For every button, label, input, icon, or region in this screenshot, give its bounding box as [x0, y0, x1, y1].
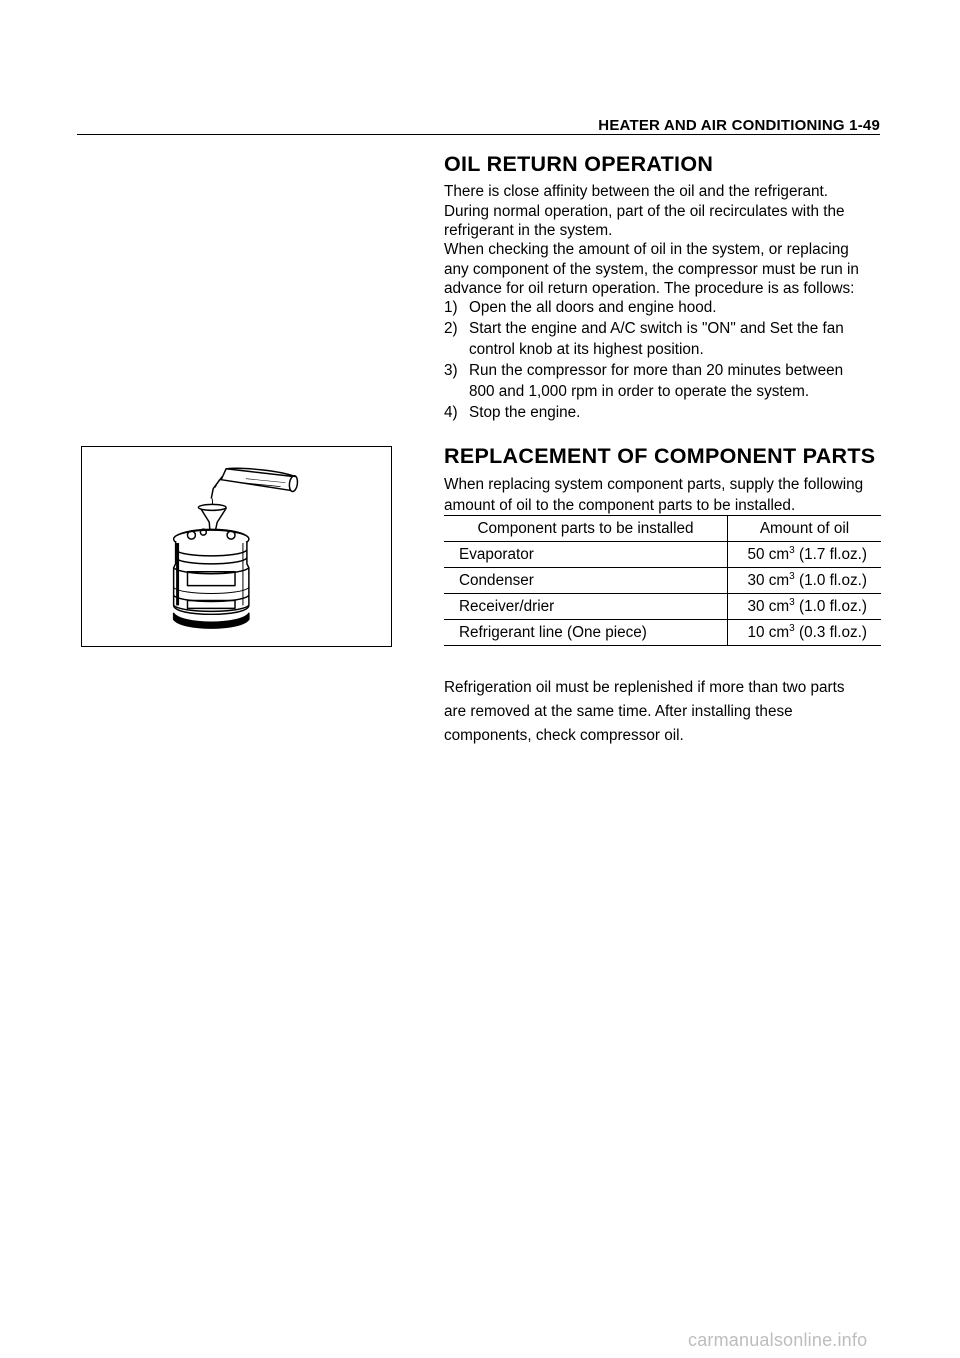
step-text — [469, 297, 717, 318]
step-line: Stop the engine. — [469, 404, 581, 421]
text-line: are removed at the same time. After installing these — [444, 703, 793, 720]
part-cell: Condenser — [444, 568, 728, 594]
procedure-steps — [444, 297, 884, 423]
table-row — [444, 542, 881, 568]
text-line: During normal operation, part of the oil recirculates with the — [444, 202, 845, 220]
table-row — [444, 568, 881, 594]
amount-oz: (1.0 fl.oz.) — [794, 571, 867, 589]
table-row — [444, 620, 881, 646]
step-number: 3) — [444, 362, 458, 379]
table-row — [444, 594, 881, 620]
amount-value: 10 cm — [747, 623, 790, 641]
text-line: amount of oil to the component parts to be installed. — [444, 497, 796, 514]
amount-cell — [728, 594, 882, 620]
amount-cell — [728, 620, 882, 646]
page-header-title: HEATER AND AIR CONDITIONING 1-49 — [598, 117, 880, 134]
text-line: refrigerant in the system. — [444, 222, 613, 239]
amount-unit-exponent: 3 — [789, 570, 795, 582]
text-line: components, check compressor oil. — [444, 727, 684, 744]
oil-amount-table — [444, 515, 881, 646]
step-number: 4) — [444, 404, 458, 421]
table-header-row — [444, 516, 881, 542]
part-cell: Refrigerant line (One piece) — [444, 620, 728, 646]
amount-oz: (1.0 fl.oz.) — [794, 597, 867, 615]
step-line: Open the all doors and engine hood. — [469, 299, 717, 316]
replacement-title: REPLACEMENT OF COMPONENT PARTS — [444, 444, 876, 468]
procedure-step — [444, 297, 884, 318]
amount-value: 30 cm — [747, 597, 790, 615]
step-line: control knob at its highest position. — [469, 341, 704, 358]
column-header-amount: Amount of oil — [728, 516, 882, 542]
amount-cell — [728, 542, 882, 568]
amount-oz: (0.3 fl.oz.) — [794, 623, 867, 641]
amount-oz: (1.7 fl.oz.) — [794, 545, 867, 563]
oil-return-paragraph-1 — [444, 182, 884, 241]
column-header-parts: Component parts to be installed — [444, 516, 728, 542]
text-line: There is close affinity between the oil and the refrigerant. — [444, 183, 829, 200]
step-text — [469, 318, 844, 360]
step-text — [469, 402, 580, 423]
part-cell: Receiver/drier — [444, 594, 728, 620]
replacement-intro — [444, 474, 884, 516]
part-cell: Evaporator — [444, 542, 728, 568]
text-line: When replacing system component parts, supply the following — [444, 476, 864, 493]
amount-value: 30 cm — [747, 571, 790, 589]
header-rule — [77, 134, 880, 135]
oil-return-title: OIL RETURN OPERATION — [444, 152, 714, 176]
compressor-oil-fill-illustration — [81, 446, 392, 647]
text-line: Refrigeration oil must be replenished if more than two parts — [444, 679, 845, 696]
amount-value: 50 cm — [747, 545, 790, 563]
step-text — [469, 360, 843, 402]
watermark-text: carmanualsonline.info — [688, 1330, 868, 1350]
step-line: Run the compressor for more than 20 minutes between — [469, 362, 844, 379]
oil-return-paragraph-2 — [444, 240, 884, 299]
step-line: 800 and 1,000 rpm in order to operate the system. — [469, 383, 810, 400]
step-number: 2) — [444, 320, 458, 337]
step-line: Start the engine and A/C switch is "ON" and Set the fan — [469, 320, 844, 337]
amount-unit-exponent: 3 — [789, 544, 795, 556]
amount-unit-exponent: 3 — [789, 622, 795, 634]
replenish-note — [444, 676, 884, 748]
text-line: advance for oil return operation. The procedure is as follows: — [444, 280, 855, 297]
procedure-step — [444, 360, 884, 402]
step-number: 1) — [444, 299, 458, 316]
amount-cell — [728, 568, 882, 594]
text-line: any component of the system, the compressor must be run in — [444, 260, 859, 278]
amount-unit-exponent: 3 — [789, 596, 795, 608]
text-line: When checking the amount of oil in the system, or replacing — [444, 241, 849, 258]
procedure-step — [444, 318, 884, 360]
compressor-oil-fill-drawing — [82, 447, 391, 646]
procedure-step — [444, 402, 884, 423]
